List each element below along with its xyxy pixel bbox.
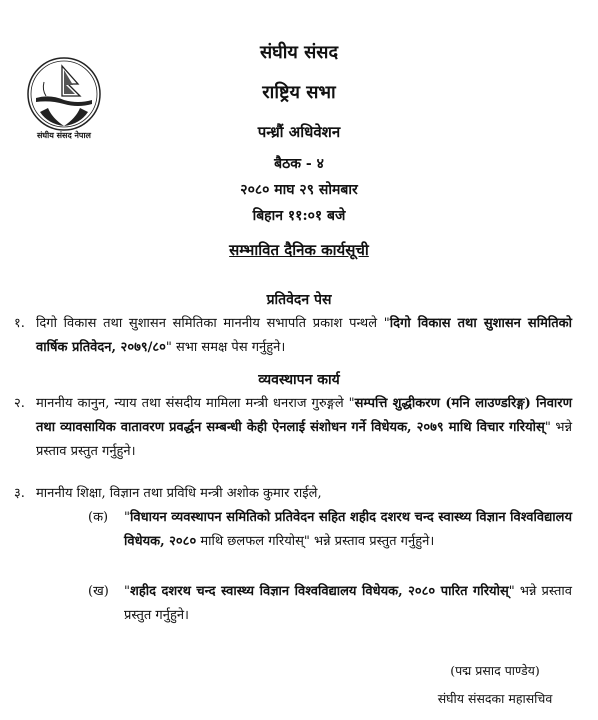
- header-national-assembly: राष्ट्रिय सभा: [262, 82, 336, 103]
- section-report-heading: प्रतिवेदन पेस: [266, 292, 332, 308]
- signatory-name: (पद्म प्रसाद पाण्डेय): [450, 663, 540, 678]
- header-session: पन्ध्रौं अधिवेशन: [257, 123, 341, 141]
- header-meeting-number: बैठक - ४: [274, 156, 324, 172]
- item-2-number: २.: [14, 396, 25, 411]
- item-1-bold: दिगो विकास तथा सुशासन समितिको वार्षिक प्रतिवेदन, २०७९/८०: [36, 316, 572, 355]
- header-date: २०८० माघ २९ सोमबार: [240, 182, 358, 198]
- item-3b-number: (ख): [88, 584, 109, 599]
- item-2-bold: सम्पत्ति शुद्धीकरण (मनि लाउण्डरिङ्ग) निवारण तथा व्यावसायिक वातावरण प्रवर्द्धन सम्बन्धी केही ऐनलाई संशोधन गर्ने विधेयक, २०७९ माथि विचार गरियोस्: [36, 396, 573, 435]
- item-1-text: दिगो विकास तथा सुशासन समितिका माननीय सभापति प्रकाश पन्थले "दिगो विकास तथा सुशासन समितिको वार्षिक प्रतिवेदन, २०७९/८०" सभा समक्ष पेस गर्नुहुने।: [36, 316, 572, 355]
- item-3-text: माननीय शिक्षा, विज्ञान तथा प्रविधि मन्त्री अशोक कुमार राईले,: [36, 486, 322, 501]
- header-parliament: संघीय संसद: [259, 42, 339, 63]
- item-3a-bold: विधायन व्यवस्थापन समितिको प्रतिवेदन सहित शहीद दशरथ चन्द स्वास्थ्य विज्ञान विश्वविद्यालय विधेयक, २०८०: [124, 510, 572, 549]
- section-legislative-heading: व्यवस्थापन कार्य: [258, 372, 340, 388]
- item-1-number: १.: [14, 316, 25, 331]
- item-2-text: माननीय कानुन, न्याय तथा संसदीय मामिला मन्त्री धनराज गुरुङ्गले "सम्पत्ति शुद्धीकरण (मनि लाउण्डरिङ्ग) निवारण तथा व्यावसायिक वातावरण प्रवर्द्धन सम्बन्धी केही ऐनलाई संशोधन गर्ने विधेयक, २०७९ माथि विचार गरियोस्" भन्ने प्रस्ताव प्रस्तुत गर्नुहुने।: [36, 396, 573, 459]
- item-3b-bold: शहीद दशरथ चन्द स्वास्थ्य विज्ञान विश्वविद्यालय विधेयक, २०८० पारित गरियोस्: [129, 584, 509, 599]
- item-3a-number: (क): [88, 510, 109, 525]
- header-time: बिहान ११:०१ बजे: [252, 208, 346, 224]
- item-3-number: ३.: [14, 486, 25, 501]
- item-3b-text: "शहीद दशरथ चन्द स्वास्थ्य विज्ञान विश्वविद्यालय विधेयक, २०८० पारित गरियोस्" भन्ने प्रस्ताव प्रस्तुत गर्नुहुने।: [124, 584, 572, 623]
- emblem-caption: संघीय संसद नेपाल: [37, 130, 91, 140]
- signatory-title: संघीय संसदका महासचिव: [437, 691, 553, 706]
- agenda-title: सम्भावित दैनिक कार्यसूची: [229, 241, 369, 259]
- item-3a-text: "विधायन व्यवस्थापन समितिको प्रतिवेदन सहित शहीद दशरथ चन्द स्वास्थ्य विज्ञान विश्वविद्यालय विधेयक, २०८० माथि छलफल गरियोस्" भन्ने प्रस्ताव प्रस्तुत गर्नुहुने।: [124, 510, 572, 549]
